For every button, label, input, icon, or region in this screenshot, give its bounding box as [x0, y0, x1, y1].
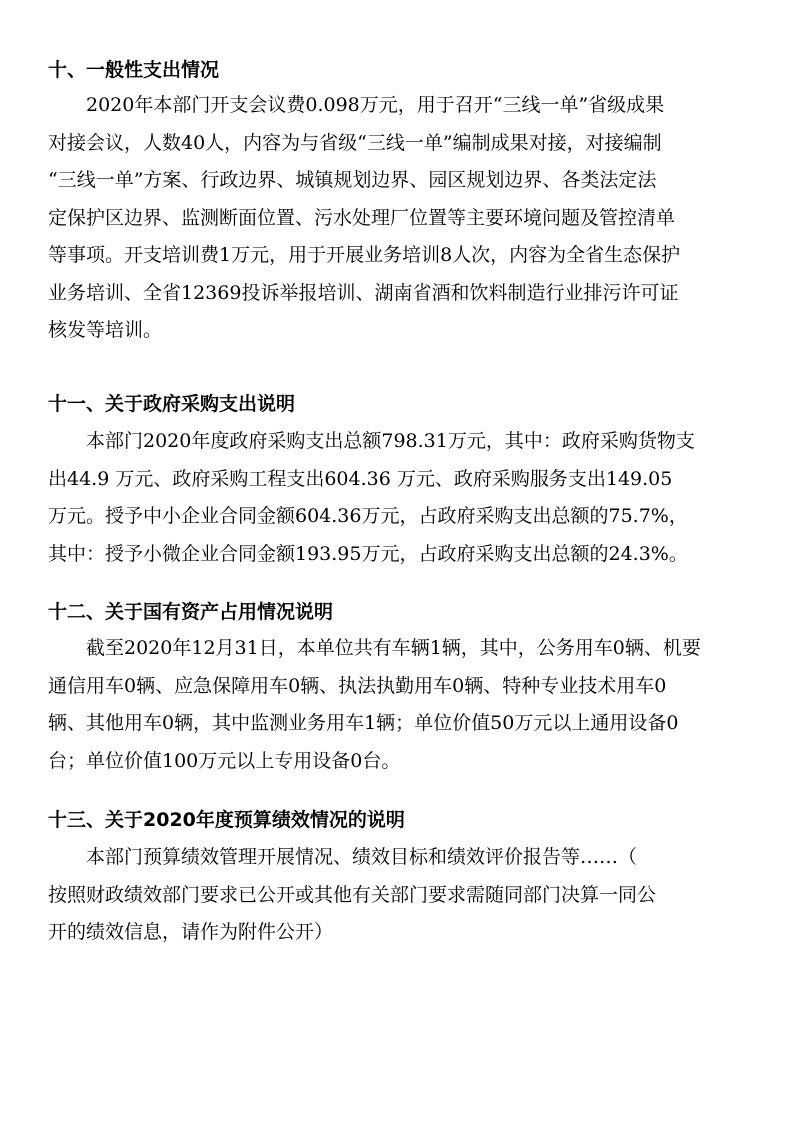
- section-heading-13: 十三、关于2020年度预算绩效情况的说明: [48, 809, 405, 831]
- section-heading-10: 十、一般性支出情况: [48, 59, 220, 81]
- section-heading-12: 十二、关于国有资产占用情况说明: [48, 601, 334, 623]
- section-body-11: 本部门2020年度政府采购支出总额798.31万元，其中：政府采购货物支 出44.9 万元、政府采购工程支出604.36 万元、政府采购服务支出149.05 万元。授予中小企业合同金额604.36万元，占政府采购支出总额的75.7%， 其中：授予小微企业合同金额193.95万元，占政府采购支出总额的24.3%。: [48, 430, 695, 565]
- section-body-13: 本部门预算绩效管理开展情况、绩效目标和绩效评价报告等……（ 按照财政绩效部门要求已公开或其他有关部门要求需随同部门决算一同公 开的绩效信息，请作为附件公开）: [48, 846, 657, 943]
- section-body-12: 截至2020年12月31日，本单位共有车辆1辆，其中，公务用车0辆、机要 通信用车0辆、应急保障用车0辆、执法执勤用车0辆、特种专业技术用车0 辆、其他用车0辆，其中监测业务用车1辆；单位价值50万元以上通用设备0 台；单位价值100万元以上专用设备0台。: [48, 637, 701, 772]
- section-body-10: 2020年本部门开支会议费0.098万元，用于召开“三线一单”省级成果 对接会议，人数40人，内容为与省级“三线一单”编制成果对接，对接编制 “三线一单”方案、行政边界、城镇规划边界、园区规划边界、各类法定法 定保护区边界、监测断面位置、污水处理厂位置等主要环境问题及管控清单 等事项。开支培训费1万元，用于开展业务培训8人次，内容为全省生态保护 业务培训、全省12369投诉举报培训、湖南省酒和饮料制造行业排污许可证 核发等培训。: [48, 94, 681, 341]
- section-heading-11: 十一、关于政府采购支出说明: [48, 393, 296, 415]
